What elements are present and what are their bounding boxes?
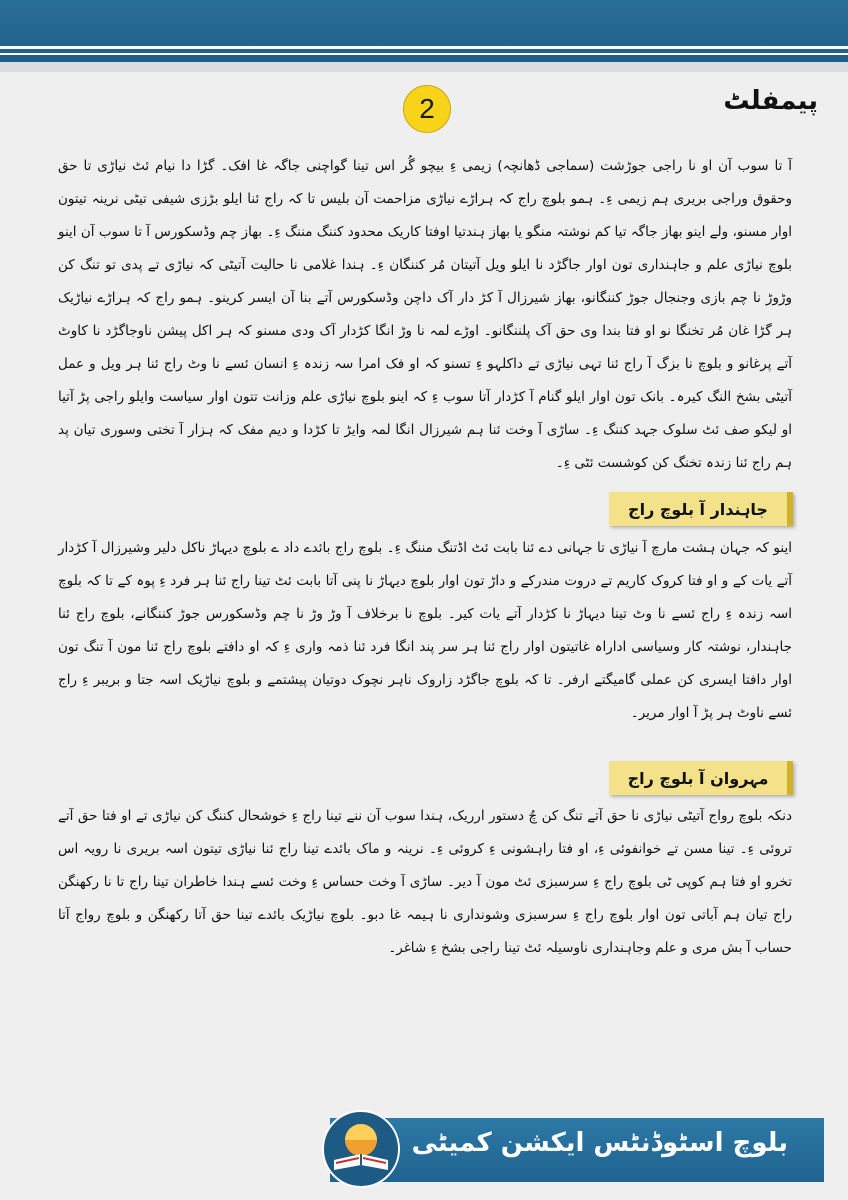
paragraph: اینو کہ جہان ہشت مارچ آ نیاڑی تا جہانی دے ئنا بابت ئٹ اڈتنگ مننگ ءِ۔ بلوچ راج بائدے داد ے بلوچ دیہاڑ ناکل دلیر وشیرزال آ کڑدار آتے یات کے و او فتا کروک کاریم تے دروت مندرکے و داڑ تون اوار بلوچ دیہاڑ نا پنی آتا بابت ئٹ تینا راج ئنا ہر فرد ءِ پوہ کے تا کہ بلوچ اسہ زندہ ءِ راج ئسے نا وٹ تینا دیہاڑ نا کڑدار آتے یات کیر۔ بلوچ نا برخلاف آ وڑ وڑ نا چم وڈسکورس جوڑ کننگانے، بلوچ راج ئنا جاہندار، نوشتہ کار وسیاسی اداراہ غاتیتون اوار راج ئنا ہر سر پند انگا فرد ئنا ذمہ واری ءِ کہ او دافتے بلوچ راج ئنا مون آ تنگ تون اوار دافتا ایسری کن عملی گامیگتے ارفر۔ تا کہ بلوچ جاگڑد زاروک ناہر نچوک دوتیان پیشتمے و بلوچ نیاڑیک اسہ جتا و بریبر ءِ راج ئسے ناوٹ ہر پڑ آ اوار مریر۔ bbox=[58, 540, 792, 721]
page-title: پیمفلٹ bbox=[723, 86, 818, 116]
paragraph: آ تا سوب آن او نا راجی جوڑشت (سماجی ڈھانچہ) زیمی ءِ بیچو گُر اس تینا گواچنی جاگہ غا افک۔ گڑا دا نیام ئٹ نیاڑی تا حق وحقوق وراجی بریری ہم زیمی ءِ۔ ہمو بلوچ راج کہ ہراڑے نیاڑی مزاحمت آن بلیس تا کہ راج ئنا ایلو بڑزی شیفی تیٹی نرینہ تیتون اوار مسنو، ولے اینو بھاز جاگہ تیا کم نوشتہ منگو یا بھاز ہندتیا اوفتا کاریک محدود کننگ مننگ ءِ۔ بھاز چم وڈسکورس آ تا سوب آن اینو بلوچ نیاڑی علم و جاہنداری تون اوار جاگڑد نا ایلو ویل آتیتان مُر کننگان ءِ۔ ہندا غلامی نا حالیت آتیٹی کہ نیاڑی تے پدی تو تنگ کن وڑوڑ نا چم بازی وجنجال جوڑ کننگانو، بھاز شیرزال آ کڑ دار آک داچن وڈسکورس آتے بنا آن ایسر کرینو۔ ہمو راج کہ ہراڑے نیاڑیک ہر گڑا غان مُر تخنگا نو او فتا بندا وی حق آک پلننگانو۔ اوڑے لمہ نا وڑ انگا کڑدار آک ودی مسنو کہ ہر اکل پیشن ناوجاگڑد نا کاوٹ آتے پرغانو و بلوچ نا بزگ آ راج ئنا تہی نیاڑی تے داکلہو ءِ تسنو کہ او فک امرا سہ زندہ ءِ انسان ئسے نا وٹ راج ئنا ہر ویل و عمل آتیٹی بشخ النگ کیرہ۔ بانک تون اوار ایلو گنام آ کڑدار آتا سوب ءِ کہ اینو بلوچ نیاڑی علم وزانت تتون اوار سیاست وایلو راجی پڑ آتیا او لیکو صف ئٹ سلوک جہد کننگ ءِ۔ ساڑی آ وخت ئنا ہم شیرزال انگا لمہ وایڑ تا کڑدا و دیم مفک کہ ہزار آ تختی وسوری تیان پد ہم راج ئنا زندہ تخنگ کن کوشست ئٹی ءِ۔ bbox=[58, 158, 792, 471]
section-title: جاہندار آ بلوچ راج bbox=[609, 492, 793, 526]
page-number-badge: 2 bbox=[403, 85, 451, 133]
paragraph: دنکہ بلوچ رواج آتیٹی نیاڑی نا حق آتے تنگ کن چُ دستور ارریک، ہندا سوب آن ننے تینا راج ءِ خوشحال کننگ کن نیاڑی تے او فتا حق آتے تروئی ءِ۔ تینا مسن تے خوانفوئی ءِ، او فتا راہشونی ءِ کروئی ءِ۔ نرینہ و ماک بائدے تینا راج ئنا نیاڑی تیتون اسہ بریری نا رویہ اس تخرو او فتا ہم کوپی ٹی بلوچ راج ءِ سرسبزی ئٹ مون آ دیر۔ ساڑی آ وخت حساس ءِ وخت ئسے ہندا خاطران تینا راج تا نا رکھنگن راج تیان ہم آباتی تون اوار بلوچ راج ءِ سرسبزی وشونداری نا ہیمہ غا دبو۔ بلوچ نیاڑیک بائدے تینا حق آتا رکھنگن و بلوچ رواج آتا حساب آ بش مری و علم وجاہنداری ناوسیلہ ئٹ تینا راجی بشخ ءِ شاغر۔ bbox=[58, 808, 792, 956]
header-shadow bbox=[0, 62, 848, 72]
footer-banner bbox=[330, 1118, 824, 1182]
header-stripe bbox=[0, 53, 848, 55]
header-bar bbox=[0, 0, 848, 62]
book-globe-logo-icon bbox=[320, 1108, 402, 1190]
organization-name: بلوچ اسٹوڈنٹس ایکشن کمیٹی bbox=[411, 1128, 788, 1158]
header-stripe bbox=[0, 46, 848, 49]
section-title: مہروان آ بلوچ راج bbox=[609, 761, 793, 795]
